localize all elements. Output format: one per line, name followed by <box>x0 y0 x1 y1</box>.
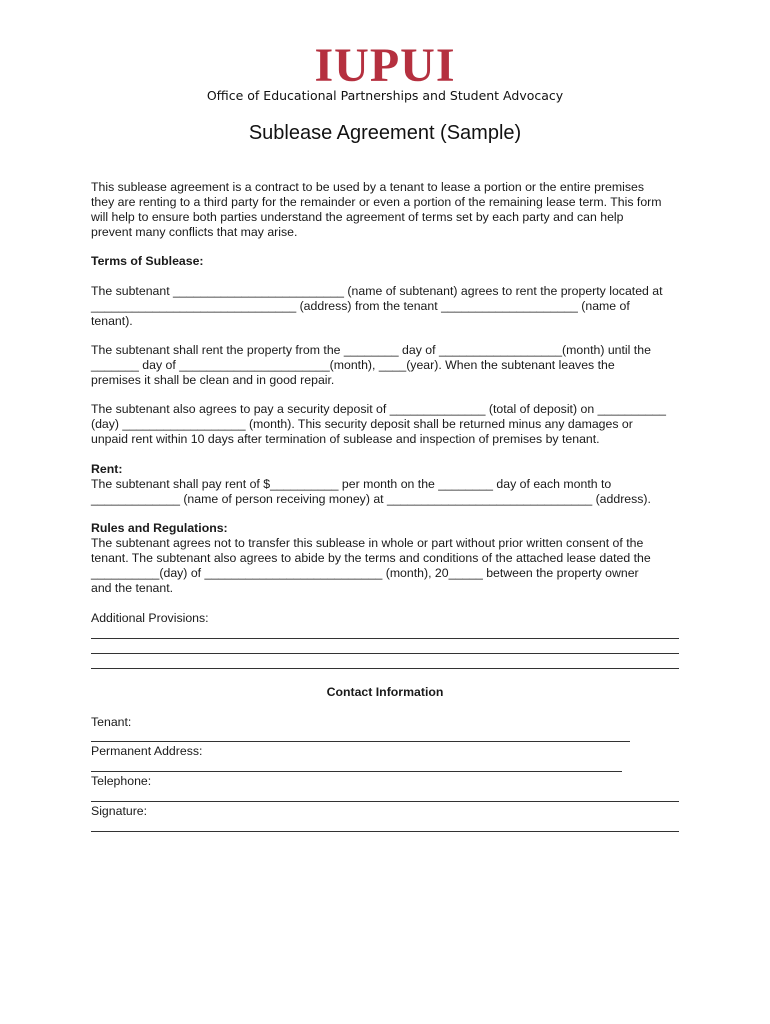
terms-paragraph-2: The subtenant shall rent the property from the ________ day of __________________(month) until the _______ day of ______________________(month), ____(year). When the subtenant leaves the premises it shall be clean and in good repair. <box>91 343 651 387</box>
provision-line <box>91 638 679 639</box>
telephone-label: Telephone: <box>91 774 152 788</box>
iupui-logo: IUPUI <box>314 39 456 92</box>
rent-heading: Rent: <box>91 462 123 476</box>
signature-label: Signature: <box>91 804 148 818</box>
additional-provisions-label: Additional Provisions: <box>91 611 209 625</box>
tenant-label: Tenant: <box>91 715 132 729</box>
terms-heading: Terms of Sublease: <box>91 254 204 268</box>
tenant-line <box>91 741 630 742</box>
terms-paragraph-3: The subtenant also agrees to pay a security deposit of ______________ (total of deposit) on __________ (day) __________________ (month). This security deposit shall be returned minus any damages or unpaid rent within 10 days after termination of sublease and inspection of premises by tenant. <box>91 402 666 446</box>
terms-paragraph-1: The subtenant _________________________ (name of subtenant) agrees to rent the property located at ______________________________ (address) from the tenant ____________________ (name of tenant). <box>91 284 663 328</box>
rent-section: Rent: The subtenant shall pay rent of $__________ per month on the ________ day of each month to _____________ (name of person receiving money) at ______________________________ (address). <box>91 462 691 507</box>
address-label: Permanent Address: <box>91 744 203 758</box>
provision-line <box>91 653 679 654</box>
provision-line <box>91 668 679 669</box>
address-line <box>91 771 622 772</box>
signature-line <box>91 831 679 832</box>
rules-section: Rules and Regulations: The subtenant agrees not to transfer this sublease in whole or part without prior written consent of the tenant. The subtenant also agrees to abide by the terms and conditions of the attached lease dated the __________(day) of __________________________ (month), 20_____ between the property owner and the tenant. <box>91 521 691 596</box>
page-title: Sublease Agreement (Sample) <box>248 122 522 144</box>
intro-paragraph: This sublease agreement is a contract to be used by a tenant to lease a portion or the entire premises they are renting to a third party for the remainder or even a portion of the remaining lease term. This form will help to ensure both parties understand the agreement of terms set by each party and can help prevent many conflicts that may arise. <box>91 180 662 239</box>
contact-heading: Contact Information <box>326 685 444 699</box>
office-name: Office of Educational Partnerships and Student Advocacy <box>206 88 564 103</box>
rules-heading: Rules and Regulations: <box>91 521 228 535</box>
telephone-line <box>91 801 679 802</box>
